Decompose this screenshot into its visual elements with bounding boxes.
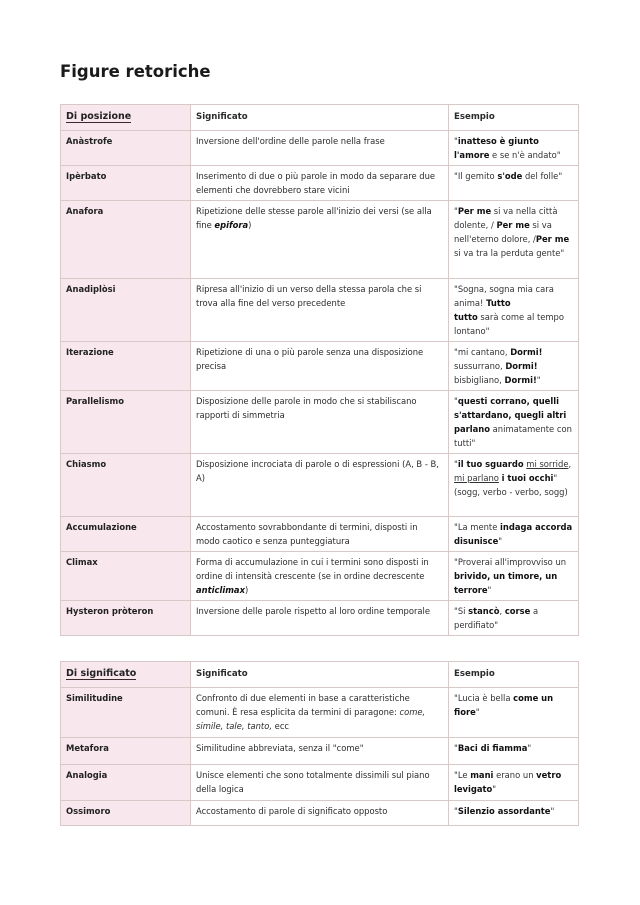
table-row — [61, 738, 579, 765]
position-figures-table — [60, 104, 579, 636]
figure-example: "mi cantano, Dormi! sussurrano, Dormi! bisbigliano, Dormi!" — [449, 342, 579, 391]
column-header-meaning: Significato — [191, 105, 449, 131]
table-header-row — [61, 105, 579, 131]
column-header-category: Di significato — [61, 662, 191, 688]
figure-meaning: Ripetizione delle stesse parole all'inizio dei versi (se alla fine epifora) — [191, 201, 449, 279]
table-row — [61, 601, 579, 636]
figure-meaning: Inversione delle parole rispetto al loro ordine temporale — [191, 601, 449, 636]
figure-example: "questi corrano, quelli s'attardano, quegli altri parlano animatamente con tutti" — [449, 391, 579, 454]
table-row — [61, 166, 579, 201]
figure-name: Analogia — [61, 765, 191, 801]
figure-meaning: Ripetizione di una o più parole senza una disposizione precisa — [191, 342, 449, 391]
figure-meaning: Accostamento sovrabbondante di termini, disposti in modo caotico e senza punteggiatura — [191, 517, 449, 552]
figure-name: Anadiplòsi — [61, 279, 191, 342]
figure-name: Chiasmo — [61, 454, 191, 517]
meaning-figures-table — [60, 661, 579, 826]
table-row — [61, 801, 579, 826]
figure-example: "Il gemito s'ode del folle" — [449, 166, 579, 201]
figure-example: "Si stancò, corse a perdifiato" — [449, 601, 579, 636]
figure-example: "La mente indaga accorda disunisce" — [449, 517, 579, 552]
figure-name: Hysteron pròteron — [61, 601, 191, 636]
figure-name: Anafora — [61, 201, 191, 279]
figure-meaning: Confronto di due elementi in base a caratteristiche comuni. È resa esplicita da termini di paragone: come, simile, tale, tanto, ecc — [191, 688, 449, 738]
figure-example: "Proverai all'improvviso un brivido, un timore, un terrore" — [449, 552, 579, 601]
table-row — [61, 279, 579, 342]
figure-example: "Baci di fiamma" — [449, 738, 579, 765]
figure-name: Parallelismo — [61, 391, 191, 454]
figure-example: "Le mani erano un vetro levigato" — [449, 765, 579, 801]
figure-example: "Per me si va nella città dolente, / Per me si va nell'eterno dolore, /Per me si va tra la perduta gente" — [449, 201, 579, 279]
figure-example: "il tuo sguardo mi sorride, mi parlano i tuoi occhi" (sogg, verbo - verbo, sogg) — [449, 454, 579, 517]
figure-meaning: Forma di accumulazione in cui i termini sono disposti in ordine di intensità crescente (se in ordine decrescente anticlimax) — [191, 552, 449, 601]
figure-name: Metafora — [61, 738, 191, 765]
column-header-category: Di posizione — [61, 105, 191, 131]
table-row — [61, 201, 579, 279]
figure-meaning: Inversione dell'ordine delle parole nella frase — [191, 131, 449, 166]
figure-meaning: Unisce elementi che sono totalmente dissimili sul piano della logica — [191, 765, 449, 801]
figure-name: Accumulazione — [61, 517, 191, 552]
table-row — [61, 765, 579, 801]
table-row — [61, 131, 579, 166]
figure-meaning: Disposizione incrociata di parole o di espressioni (A, B - B, A) — [191, 454, 449, 517]
table-row — [61, 517, 579, 552]
figure-meaning: Accostamento di parole di significato opposto — [191, 801, 449, 826]
figure-example: "Silenzio assordante" — [449, 801, 579, 826]
table-row — [61, 688, 579, 738]
figure-name: Ossimoro — [61, 801, 191, 826]
figure-name: Iterazione — [61, 342, 191, 391]
figure-name: Ipèrbato — [61, 166, 191, 201]
table-row — [61, 391, 579, 454]
figure-example: "Lucia è bella come un fiore" — [449, 688, 579, 738]
figure-name: Similitudine — [61, 688, 191, 738]
figure-name: Climax — [61, 552, 191, 601]
column-header-meaning: Significato — [191, 662, 449, 688]
figure-name: Anàstrofe — [61, 131, 191, 166]
figure-meaning: Inserimento di due o più parole in modo da separare due elementi che dovrebbero stare vicini — [191, 166, 449, 201]
table-row — [61, 552, 579, 601]
figure-meaning: Similitudine abbreviata, senza il "come" — [191, 738, 449, 765]
column-header-example: Esempio — [449, 105, 579, 131]
figure-meaning: Disposizione delle parole in modo che si stabiliscano rapporti di simmetria — [191, 391, 449, 454]
column-header-example: Esempio — [449, 662, 579, 688]
table-row — [61, 342, 579, 391]
figure-example: "Sogna, sogna mia cara anima! Tutto tutto sarà come al tempo lontano" — [449, 279, 579, 342]
page-title: Figure retoriche — [60, 62, 211, 81]
table-row — [61, 454, 579, 517]
figure-example: "inatteso è giunto l'amore e se n'è andato" — [449, 131, 579, 166]
figure-meaning: Ripresa all'inizio di un verso della stessa parola che si trova alla fine del verso precedente — [191, 279, 449, 342]
table-header-row — [61, 662, 579, 688]
